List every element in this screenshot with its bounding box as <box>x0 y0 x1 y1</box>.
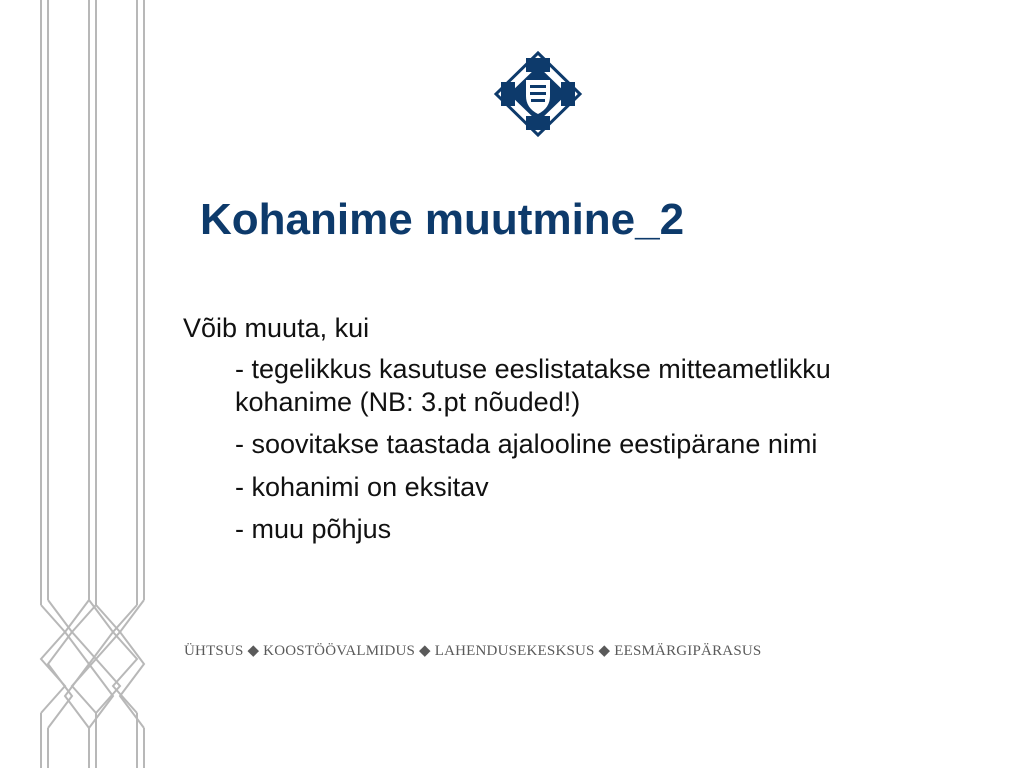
list-item: - soovitakse taastada ajalooline eestipärane nimi <box>235 429 818 460</box>
bullet-list <box>183 353 943 545</box>
estonian-coat-of-arms-icon <box>493 50 583 138</box>
list-item: - muu põhjus <box>235 513 392 544</box>
intro-text: Võib muuta, kui <box>183 313 370 343</box>
values-footer: ÜHTSUS ◆ KOOSTÖÖVALMIDUS ◆ LAHENDUSEKESKSUS ◆ EESMÄRGIPÄRASUS <box>184 643 762 659</box>
slide-title: Kohanime muutmine_2 <box>200 195 685 244</box>
list-item: - kohanimi on eksitav <box>235 471 489 502</box>
list-item: - tegelikkus kasutuse eeslistatakse mitteametlikku kohanime (NB: 3.pt nõuded!) <box>235 354 831 417</box>
decorative-border <box>0 0 160 768</box>
slide-body <box>183 312 943 555</box>
